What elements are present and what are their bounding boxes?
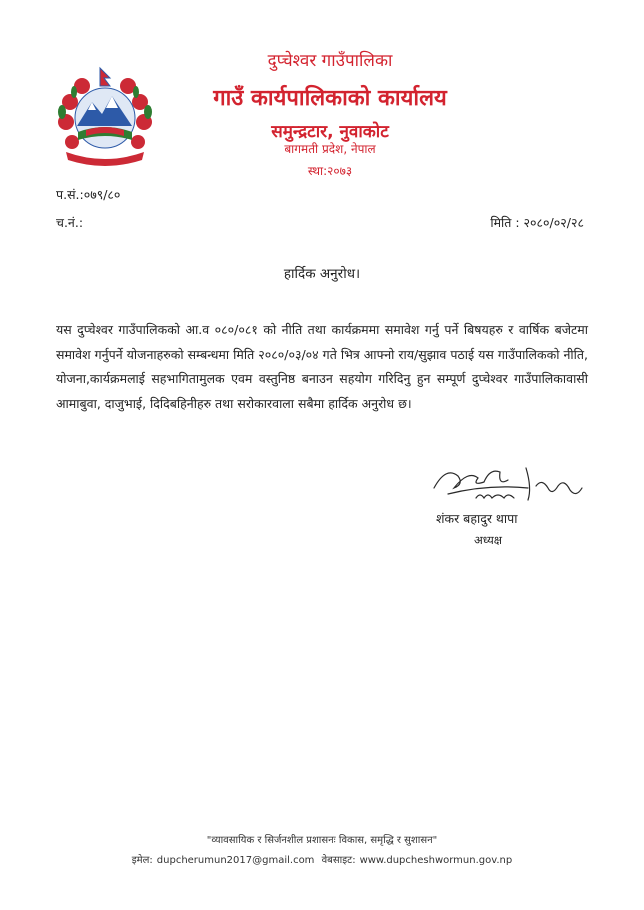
letter-body: यस दुप्चेश्वर गाउँपालिकको आ.व ०८०/०८१ को नीति तथा कार्यक्रममा समावेश गर्नु पर्ने बिषयहरु र वार्षिक बजेटमा समावेश गर्नुपर्ने योजनाहरुको सम्बन्धमा मिति २०८०/०३/०४ गते भित्र आफ्नो राय/सुझाव पठाई यस गाउँपालिकको नीति, योजना,कार्यक्रमलाई सहभागितामुलक एवम वस्तुनिष्ठ बनाउन सहयोग गरिदिनु हुन सम्पूर्ण दुप्चेश्वर गाउँपालिकावासी आमाबुवा, दाजुभाई, दिदिबहिनीहरु तथा सरोकारवाला सबैमा हार्दिक अनुरोध छ। (56, 322, 588, 411)
letter-subject: हार्दिक अनुरोध। (283, 266, 361, 282)
office-location: समुन्द्रटार, नुवाकोट (271, 122, 389, 142)
office-name: गाउँ कार्यपालिकाको कार्यालय (213, 86, 447, 111)
signatory-name: शंकर बहादुर थापा (436, 511, 518, 526)
municipality-name: दुप्चेश्वर गाउँपालिका (267, 51, 393, 71)
nepal-emblem-logo (52, 66, 158, 172)
signatory-post: अध्यक्ष (474, 533, 503, 547)
handwritten-signature (428, 458, 588, 510)
dispatch-number: च.नं.: (56, 215, 84, 230)
letter-number: प.सं.:०७९/८० (56, 187, 121, 202)
email-label: इमेल: (131, 855, 153, 866)
province-name: बागमती प्रदेश, नेपाल (284, 142, 376, 156)
letter-date: मिति : २०८०/०२/२८ (490, 215, 584, 230)
footer-slogan: "व्यावसायिक र सिर्जनशील प्रशासनः विकास, समृद्धि र सुशासन" (206, 835, 438, 846)
footer-contact (0, 852, 644, 866)
website-label: वेबसाइट: (321, 855, 356, 866)
email-address[interactable]: dupcherumun2017@gmail.com (156, 855, 315, 866)
established-year: स्था:२०७३ (307, 164, 353, 178)
website-link[interactable]: www.dupcheshwormun.gov.np (359, 855, 513, 866)
